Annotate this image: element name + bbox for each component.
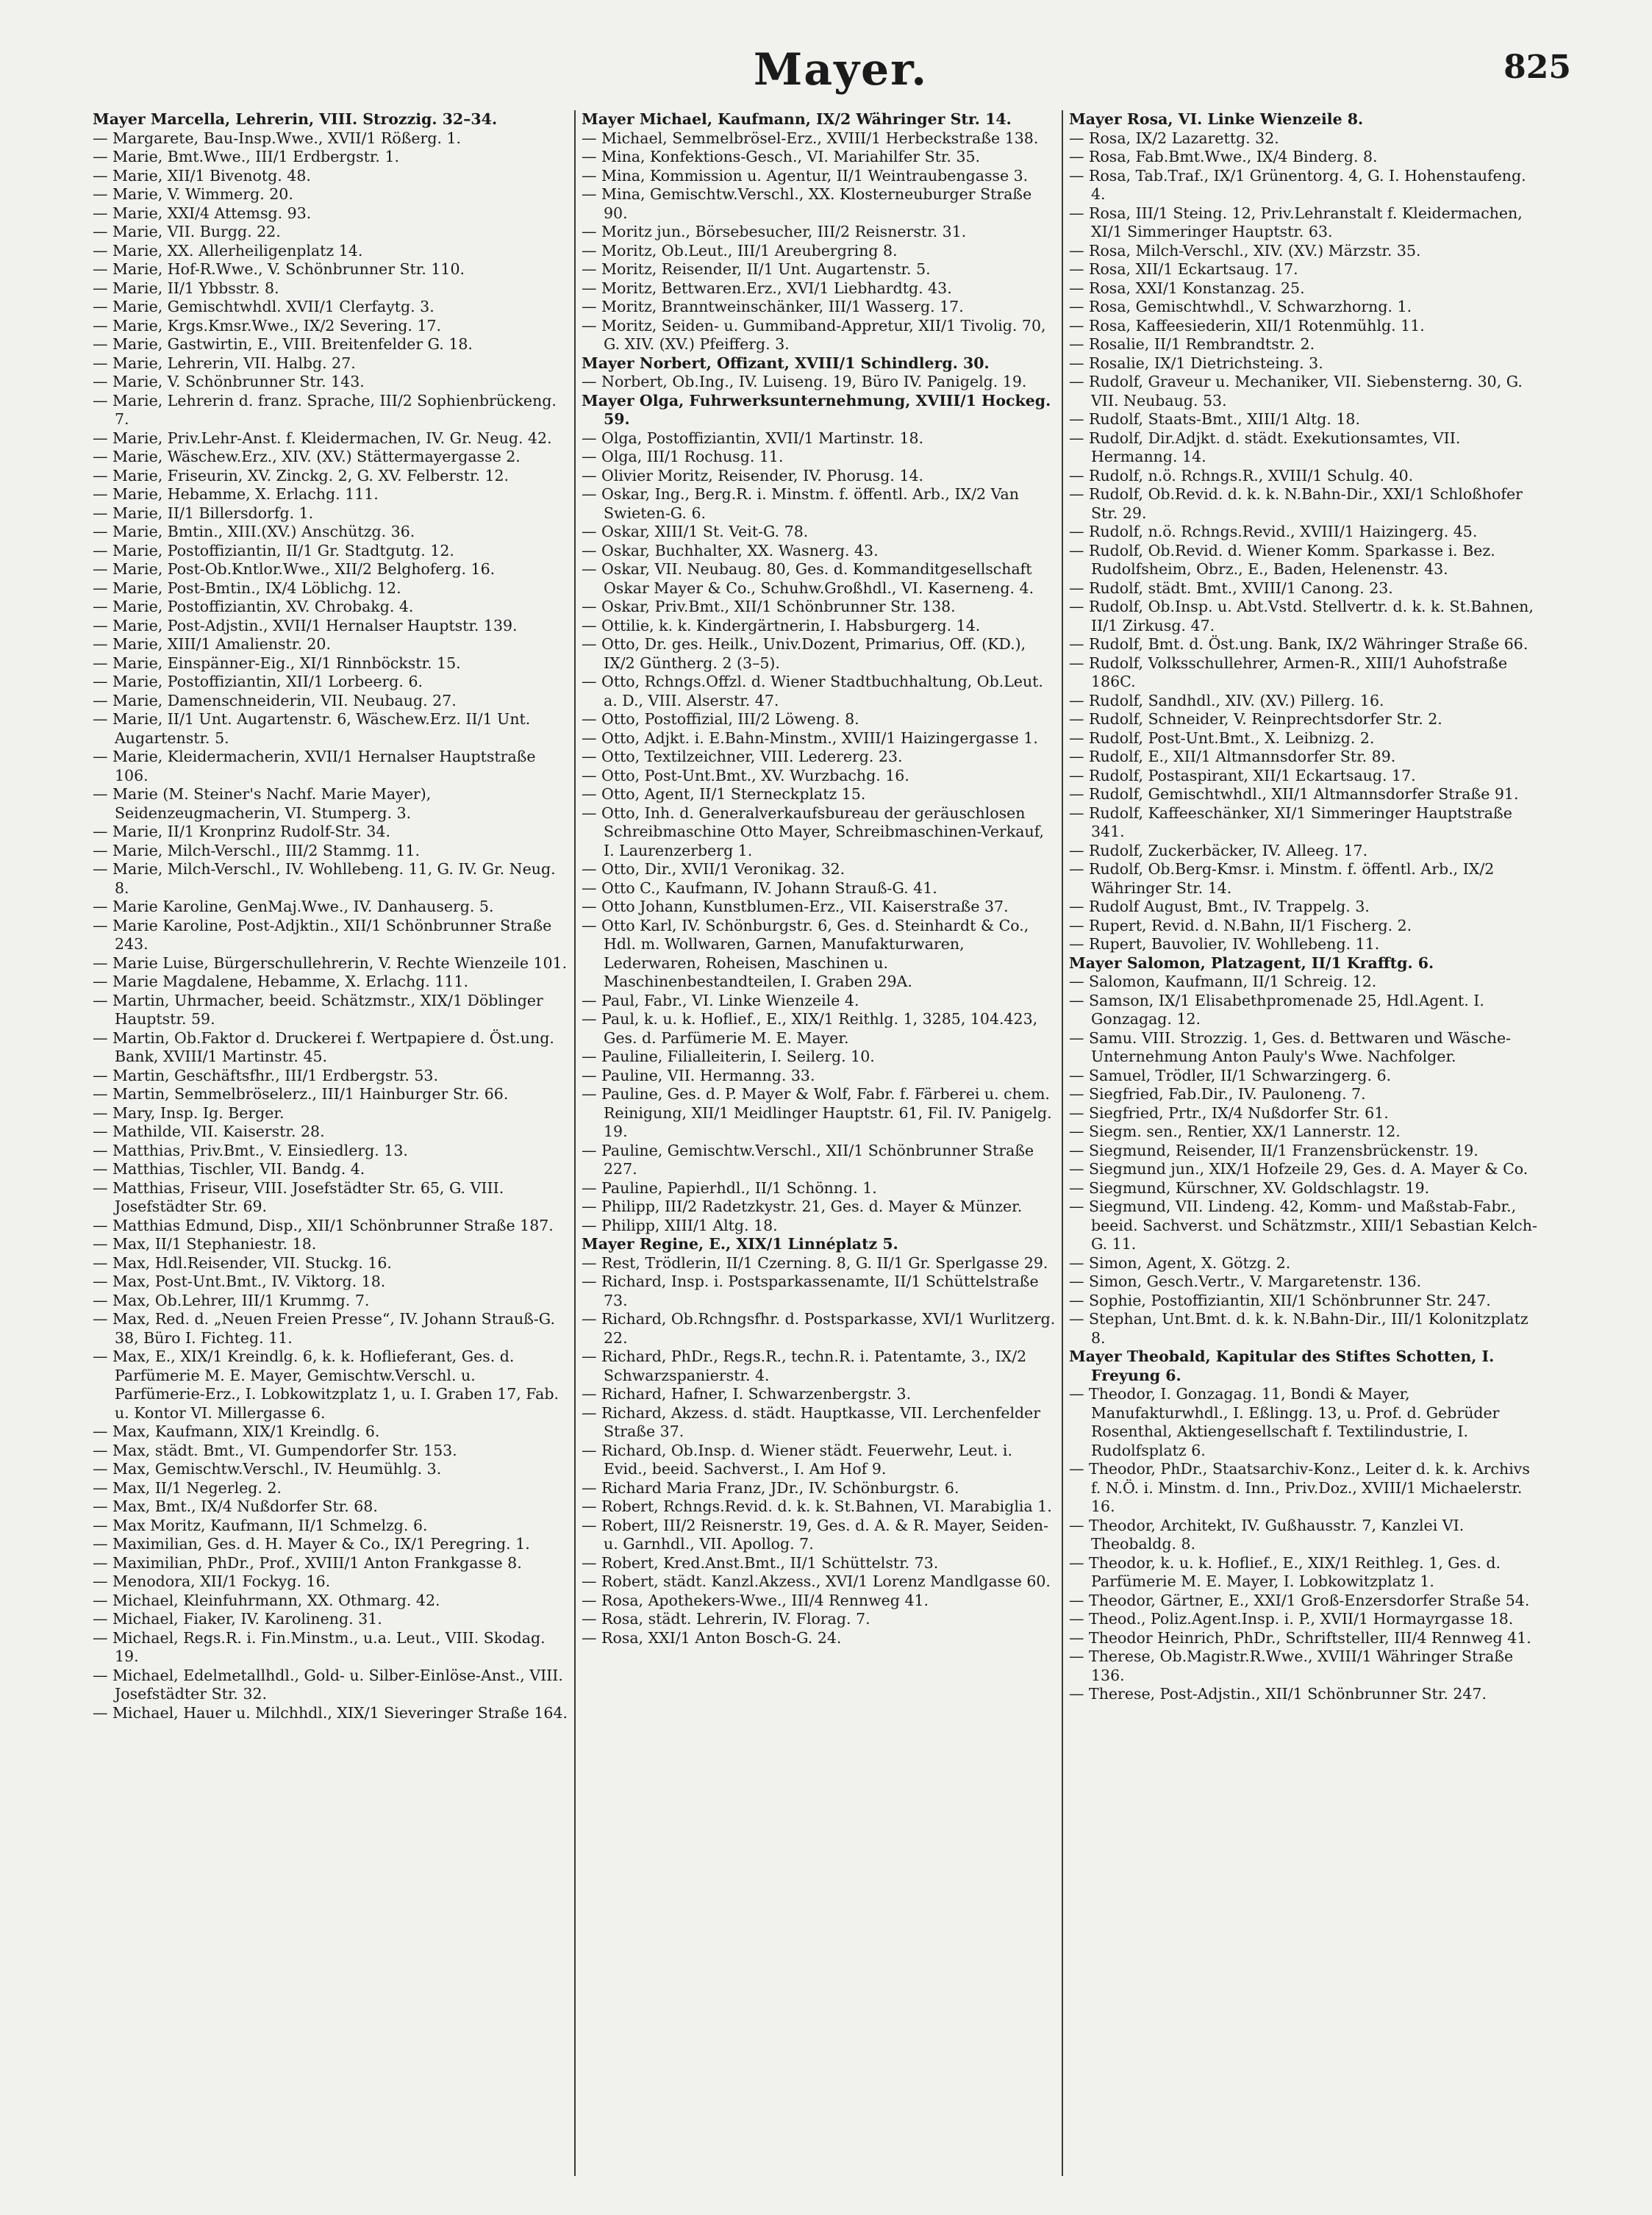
directory-entry: — Rudolf, Postaspirant, XII/1 Eckartsaug. 17. [1069,766,1416,784]
directory-entry: — Rudolf, Zuckerbäcker, IV. Alleeg. 17. [1069,841,1368,859]
directory-entry: — Pauline, Gemischtw.Verschl., XII/1 Schönbrunner Straße 227. [582,1141,1034,1178]
directory-entry: — Moritz, Branntweinschänker, III/1 Wasserg. 17. [582,298,964,315]
directory-entry: — Marie, II/1 Billersdorfg. 1. [93,504,314,522]
directory-entry: — Michael, Hauer u. Milchhdl., XIX/1 Sieveringer Straße 164. [93,1703,568,1722]
directory-entry: — Olga, III/1 Rochusg. 11. [582,448,784,465]
directory-entry: — Marie Karoline, GenMaj.Wwe., IV. Danhauserg. 5. [93,898,494,915]
directory-entry: — Rudolf, Post-Unt.Bmt., X. Leibnizg. 2. [1069,729,1375,747]
directory-entry: — Max, Ob.Lehrer, III/1 Krummg. 7. [93,1291,370,1309]
directory-entry: — Theodor, PhDr., Staatsarchiv-Konz., Leiter d. k. k. Archivs f. N.Ö. i. Minstm. d. Inn., Priv.Doz., XVIII/1 Michaelerstr. 16. [1069,1460,1530,1515]
directory-entry: Mayer Regine, E., XIX/1 Linnéplatz 5. [582,1235,898,1253]
directory-entry: — Rudolf, Sandhdl., XIV. (XV.) Pillerg. 16. [1069,691,1384,709]
directory-entry: — Marie, Postoffiziantin, XII/1 Lorbeerg. 6. [93,673,423,690]
directory-entry: — Stephan, Unt.Bmt. d. k. k. N.Bahn-Dir., III/1 Kolonitzplatz 8. [1069,1310,1528,1347]
directory-entry: — Martin, Semmelbröselerz., III/1 Hainburger Str. 66. [93,1085,509,1103]
directory-entry: — Max, E., XIX/1 Kreindlg. 6, k. k. Hoflieferant, Ges. d. Parfümerie M. E. Mayer, Gemischtw.Verschl. u. Parfümerie-Erz., I. Lobkowitzplatz 1, u. I. Graben 17, Fab. u. Kontor VI. Millergasse 6. [93,1348,559,1422]
directory-entry: — Marie, XIII/1 Amalienstr. 20. [93,635,331,653]
directory-entry: — Rosa, XXI/1 Anton Bosch-G. 24. [582,1628,842,1647]
directory-entry: — Rudolf August, Bmt., IV. Trappelg. 3. [1069,898,1370,915]
directory-entry: — Marie, II/1 Kronprinz Rudolf-Str. 34. [93,823,390,840]
directory-entry: — Siegm. sen., Rentier, XX/1 Lannerstr. 12. [1069,1123,1401,1140]
directory-entry: — Pauline, Ges. d. P. Mayer & Wolf, Fabr. f. Färberei u. chem. Reinigung, XII/1 Meidlinger Hauptstr. 61, Fil. IV. Panigelg. 19. [582,1085,1052,1140]
directory-entry: — Marie, Einspänner-Eig., XI/1 Rinnböckstr. 15. [93,654,461,672]
directory-entry: — Pauline, Filialleiterin, I. Seilerg. 10. [582,1048,875,1065]
directory-entry: — Marie Luise, Bürgerschullehrerin, V. Rechte Wienzeile 101. [93,953,568,972]
directory-entry: — Rosa, XII/1 Eckartsaug. 17. [1069,260,1298,278]
directory-entry: — Rudolf, Dir.Adjkt. d. städt. Exekutionsamtes, VII. Hermanng. 14. [1069,429,1461,465]
directory-entry: — Moritz, Reisender, II/1 Unt. Augartenstr. 5. [582,260,931,278]
directory-entry: — Rudolf, n.ö. Rchngs.Revid., XVIII/1 Haizingerg. 45. [1069,523,1478,540]
directory-entry: — Siegmund, VII. Lindeng. 42, Komm- und Maßstab-Fabr., beeid. Sachverst. und Schätzmstr., XIII/1 Sebastian Kelch-G. 11. [1069,1198,1537,1253]
directory-entry: — Marie, Milch-Verschl., IV. Wohllebeng. 11, G. IV. Gr. Neug. 8. [93,860,556,897]
directory-entry: — Marie Magdalene, Hebamme, X. Erlachg. 111. [93,973,469,990]
directory-entry: — Marie, Post-Adjstin., XVII/1 Hernalser Hauptstr. 139. [93,616,518,634]
directory-entry: — Rest, Trödlerin, II/1 Czerning. 8, G. II/1 Gr. Sperlgasse 29. [582,1253,1048,1272]
directory-entry: — Marie, V. Wimmerg. 20. [93,185,293,203]
directory-entry: — Mina, Kommission u. Agentur, II/1 Weintraubengasse 3. [582,166,1029,185]
directory-column-3 [1062,110,1549,2176]
directory-entry: — Sophie, Postoffiziantin, XII/1 Schönbrunner Str. 247. [1069,1291,1491,1309]
directory-entry: — Otto, Dr. ges. Heilk., Univ.Dozent, Primarius, Off. (KD.), IX/2 Güntherg. 2 (3–5). [582,635,1026,672]
directory-entry: — Otto, Agent, II/1 Sterneckplatz 15. [582,785,866,803]
directory-entry: — Maximilian, Ges. d. H. Mayer & Co., IX/1 Peregring. 1. [93,1535,530,1553]
directory-entry: — Marie, Lehrerin d. franz. Sprache, III/2 Sophienbrückeng. 7. [93,391,557,428]
directory-entry: — Theod., Poliz.Agent.Insp. i. P., XVII/1 Hormayrgasse 18. [1069,1610,1514,1628]
directory-entry: — Rudolf, Bmt. d. Öst.ung. Bank, IX/2 Währinger Straße 66. [1069,635,1528,653]
directory-entry: — Moritz jun., Börsebesucher, III/2 Reisnerstr. 31. [582,223,967,240]
directory-entry: — Michael, Kleinfuhrmann, XX. Othmarg. 42. [93,1591,440,1609]
directory-entry: — Marie, Bmtin., XIII.(XV.) Anschützg. 36. [93,523,415,540]
directory-entry: — Rupert, Revid. d. N.Bahn, II/1 Fischerg. 2. [1069,916,1412,934]
directory-entry: — Theodor, I. Gonzagag. 11, Bondi & Mayer, Manufakturwhdl., I. Eßlingg. 13, u. Prof. d. Gebrüder Rosenthal, Aktiengesellschaft f. Textilindustrie, I. Rudolfsplatz 6. [1069,1385,1500,1459]
directory-entry: — Richard, Akzess. d. städt. Hauptkasse, VII. Lerchenfelder Straße 37. [582,1403,1041,1440]
directory-column-2 [574,110,1062,2176]
directory-entry: — Marie, Friseurin, XV. Zinckg. 2, G. XV. Felberstr. 12. [93,466,509,484]
directory-entry: — Siegfried, Prtr., IX/4 Nußdorfer Str. 61. [1069,1103,1389,1122]
directory-entry: — Marie, II/1 Ybbsstr. 8. [93,279,279,297]
directory-entry: — Mary, Insp. Ig. Berger. [93,1103,285,1122]
directory-entry: — Simon, Agent, X. Götzg. 2. [1069,1253,1291,1272]
directory-entry: — Siegfried, Fab.Dir., IV. Pauloneng. 7. [1069,1085,1366,1103]
directory-entry: — Norbert, Ob.Ing., IV. Luiseng. 19, Büro IV. Panigelg. 19. [582,373,1027,390]
directory-entry: — Marie, Hof-R.Wwe., V. Schönbrunner Str. 110. [93,260,465,278]
directory-entry: — Robert, Rchngs.Revid. d. k. k. St.Bahnen, VI. Marabiglia 1. [582,1497,1052,1515]
directory-entry: — Marie, Damenschneiderin, VII. Neubaug. 27. [93,691,457,709]
directory-entry: — Michael, Fiaker, IV. Karolineng. 31. [93,1610,382,1628]
directory-entry: — Mina, Gemischtw.Verschl., XX. Klosterneuburger Straße 90. [582,185,1032,222]
directory-entry: — Marie, XX. Allerheiligenplatz 14. [93,241,363,260]
directory-entry: — Samu. VIII. Strozzig. 1, Ges. d. Bettwaren und Wäsche-Unternehmung Anton Pauly's Wwe. Nachfolger. [1069,1028,1512,1065]
directory-entry: — Matthias, Priv.Bmt., V. Einsiedlerg. 13. [93,1141,408,1159]
directory-entry: — Otto, Postoffizial, III/2 Löweng. 8. [582,710,859,728]
directory-entry: — Marie, Postoffiziantin, II/1 Gr. Stadtgutg. 12. [93,541,454,559]
directory-entry: — Otto, Textilzeichner, VIII. Ledererg. 23. [582,748,903,765]
directory-entry: — Robert, Kred.Anst.Bmt., II/1 Schüttelstr. 73. [582,1553,939,1572]
directory-entry: — Therese, Post-Adjstin., XII/1 Schönbrunner Str. 247. [1069,1685,1487,1703]
directory-entry: Mayer Theobald, Kapitular des Stiftes Schotten, I. Freyung 6. [1069,1348,1495,1384]
directory-entry: — Martin, Geschäftsfhr., III/1 Erdbergstr. 53. [93,1066,438,1084]
directory-entry: — Theodor, k. u. k. Hoflief., E., XIX/1 Reithleg. 1, Ges. d. Parfümerie M. E. Mayer, I. Lobkowitzplatz 1. [1069,1553,1501,1590]
directory-entry: — Max, städt. Bmt., VI. Gumpendorfer Str. 153. [93,1441,457,1459]
directory-entry: — Otto, Adjkt. i. E.Bahn-Minstm., XVIII/1 Haizingergasse 1. [582,729,1038,747]
directory-columns [87,110,1550,2176]
directory-entry: — Rudolf, E., XII/1 Altmannsdorfer Str. 89. [1069,748,1396,765]
directory-entry: — Olga, Postoffiziantin, XVII/1 Martinstr. 18. [582,429,924,447]
directory-entry: — Oskar, Priv.Bmt., XII/1 Schönbrunner Str. 138. [582,598,956,615]
directory-entry: — Rosa, Kaffeesiederin, XII/1 Rotenmühlg. 11. [1069,316,1425,334]
directory-entry: — Oskar, Ing., Berg.R. i. Minstm. f. öffentl. Arb., IX/2 Van Swieten-G. 6. [582,485,1019,522]
directory-entry: — Marie, XXI/4 Attemsg. 93. [93,204,312,222]
directory-entry: — Richard, Ob.Rchngsfhr. d. Postsparkasse, XVI/1 Wurlitzerg. 22. [582,1310,1056,1347]
directory-entry: — Rudolf, Staats-Bmt., XIII/1 Altg. 18. [1069,410,1360,428]
directory-entry: — Matthias, Friseur, VIII. Josefstädter Str. 65, G. VIII. Josefstädter Str. 69. [93,1178,504,1215]
directory-entry: — Rudolf, Gemischtwhdl., XII/1 Altmannsdorfer Straße 91. [1069,785,1519,803]
directory-entry: — Olivier Moritz, Reisender, IV. Phorusg. 14. [582,466,924,484]
directory-entry: — Rosalie, II/1 Rembrandtstr. 2. [1069,335,1315,353]
directory-entry: — Moritz, Seiden- u. Gummiband-Appretur, XII/1 Tivolig. 70, G. XIV. (XV.) Pfeifferg. 3. [582,316,1046,353]
directory-entry: — Richard, PhDr., Regs.R., techn.R. i. Patentamte, 3., IX/2 Schwarzspanierstr. 4. [582,1348,1027,1384]
directory-entry: — Marie, Hebamme, X. Erlachg. 111. [93,485,379,503]
directory-entry: — Marie, Post-Ob.Kntlor.Wwe., XII/2 Belghoferg. 16. [93,560,496,578]
directory-entry: — Samuel, Trödler, II/1 Schwarzingerg. 6. [1069,1066,1392,1084]
directory-entry: Mayer Salomon, Platzagent, II/1 Krafftg. 6. [1069,953,1434,972]
directory-entry: — Matthias, Tischler, VII. Bandg. 4. [93,1160,365,1178]
directory-entry: — Max, Post-Unt.Bmt., IV. Viktorg. 18. [93,1273,386,1290]
directory-entry: — Rudolf, städt. Bmt., XVIII/1 Canong. 23. [1069,579,1393,597]
directory-entry: — Theodor, Architekt, IV. Gußhausstr. 7, Kanzlei VI. Theobaldg. 8. [1069,1516,1465,1553]
directory-entry: — Marie, Postoffiziantin, XV. Chrobakg. 4. [93,598,414,615]
directory-entry: — Marie, V. Schönbrunner Str. 143. [93,373,365,390]
directory-entry: — Max, Gemischtw.Verschl., IV. Heumühlg. 3. [93,1460,442,1478]
directory-entry: — Menodora, XII/1 Fockyg. 16. [93,1572,331,1590]
directory-entry: — Marie, Kleidermacherin, XVII/1 Hernalser Hauptstraße 106. [93,748,536,784]
directory-entry: — Marie, Bmt.Wwe., III/1 Erdbergstr. 1. [93,148,400,165]
directory-entry: — Michael, Regs.R. i. Fin.Minstm., u.a. Leut., VIII. Skodag. 19. [93,1628,546,1665]
directory-entry: — Max, Bmt., IX/4 Nußdorfer Str. 68. [93,1497,378,1515]
directory-entry: — Otto, Dir., XVII/1 Veronikag. 32. [582,860,845,878]
directory-entry: — Robert, III/2 Reisnerstr. 19, Ges. d. A. & R. Mayer, Seiden- u. Garnhdl., VII. Apollog. 7. [582,1516,1049,1553]
directory-entry: Mayer Marcella, Lehrerin, VIII. Strozzig. 32–34. [93,110,498,128]
directory-entry: — Otto, Inh. d. Generalverkaufsbureau der geräuschlosen Schreibmaschine Otto Mayer, Schreibmaschinen-Verkauf, I. Laurenzerberg 1. [582,804,1045,859]
directory-entry: — Pauline, VII. Hermanng. 33. [582,1066,815,1084]
directory-entry: — Rosa, Apothekers-Wwe., III/4 Rennweg 41. [582,1591,929,1609]
directory-entry: — Salomon, Kaufmann, II/1 Schreig. 12. [1069,973,1377,990]
directory-entry: — Martin, Ob.Faktor d. Druckerei f. Wertpapiere d. Öst.ung. Bank, XVIII/1 Martinstr. 45. [93,1028,554,1065]
directory-entry: — Margarete, Bau-Insp.Wwe., XVII/1 Rößerg. 1. [93,129,462,147]
directory-entry: — Samson, IX/1 Elisabethpromenade 25, Hdl.Agent. I. Gonzagag. 12. [1069,991,1484,1028]
directory-entry: — Marie Karoline, Post-Adjktin., XII/1 Schönbrunner Straße 243. [93,916,552,953]
directory-entry: — Paul, Fabr., VI. Linke Wienzeile 4. [582,991,859,1009]
directory-entry: — Rosa, Milch-Verschl., XIV. (XV.) Märzstr. 35. [1069,241,1421,260]
directory-entry: — Theodor, Gärtner, E., XXI/1 Groß-Enzersdorfer Straße 54. [1069,1591,1530,1609]
directory-entry: Mayer Michael, Kaufmann, IX/2 Währinger Str. 14. [582,110,1012,128]
directory-entry: — Ottilie, k. k. Kindergärtnerin, I. Habsburgerg. 14. [582,616,981,634]
directory-entry: — Max, Kaufmann, XIX/1 Kreindlg. 6. [93,1423,380,1440]
directory-entry: — Otto C., Kaufmann, IV. Johann Strauß-G. 41. [582,879,937,897]
directory-entry: — Rosa, XXI/1 Konstanzag. 25. [1069,279,1305,297]
directory-entry: — Mina, Konfektions-Gesch., VI. Mariahilfer Str. 35. [582,148,981,165]
directory-entry: — Marie, Milch-Verschl., III/2 Stammg. 11. [93,841,421,859]
directory-entry: Mayer Norbert, Offizant, XVIII/1 Schindlerg. 30. [582,354,990,372]
directory-entry: — Richard, Insp. i. Postsparkassenamte, II/1 Schüttelstraße 73. [582,1273,1039,1309]
directory-entry: — Moritz, Bettwaren.Erz., XVI/1 Liebhardtg. 43. [582,279,952,297]
directory-entry: — Michael, Semmelbrösel-Erz., XVIII/1 Herbeckstraße 138. [582,129,1039,147]
directory-entry: — Paul, k. u. k. Hoflief., E., XIX/1 Reithlg. 1, 3285, 104.423, Ges. d. Parfümerie M. E. Mayer. [582,1010,1038,1047]
directory-entry: — Rudolf, Schneider, V. Reinprechtsdorfer Str. 2. [1069,710,1442,728]
directory-entry: — Siegmund, Kürschner, XV. Goldschlagstr. 19. [1069,1178,1430,1197]
directory-entry: — Maximilian, PhDr., Prof., XVIII/1 Anton Frankgasse 8. [93,1553,522,1572]
directory-entry: — Matthias Edmund, Disp., XII/1 Schönbrunner Straße 187. [93,1216,554,1234]
directory-entry: — Rosa, III/1 Steing. 12, Priv.Lehranstalt f. Kleidermachen, XI/1 Simmeringer Hauptstr. 63. [1069,204,1523,240]
directory-entry: — Martin, Uhrmacher, beeid. Schätzmstr., XIX/1 Döblinger Hauptstr. 59. [93,991,543,1028]
directory-entry: — Marie, Krgs.Kmsr.Wwe., IX/2 Severing. 17. [93,316,442,334]
directory-entry: — Richard Maria Franz, JDr., IV. Schönburgstr. 6. [582,1478,959,1497]
page-header [110,44,1571,110]
directory-entry: — Rosa, Tab.Traf., IX/1 Grünentorg. 4, G. I. Hohenstaufeng. 4. [1069,166,1526,203]
directory-entry: — Otto Karl, IV. Schönburgstr. 6, Ges. d. Steinhardt & Co., Hdl. m. Wollwaren, Garnen, Manufakturwaren, Lederwaren, Roheisen, Maschinen u. Maschinenbestandteilen, I. Graben 29A. [582,916,1029,990]
directory-entry: — Richard, Ob.Insp. d. Wiener städt. Feuerwehr, Leut. i. Evid., beeid. Sachverst., I. Am Hof 9. [582,1441,1012,1478]
directory-entry: — Rudolf, Volksschullehrer, Armen-R., XIII/1 Auhofstraße 186C. [1069,654,1508,690]
page-number: 825 [1503,49,1571,86]
directory-entry: — Philipp, III/2 Radetzkystr. 21, Ges. d. Mayer & Münzer. [582,1198,1023,1215]
directory-entry: — Marie, XII/1 Bivenotg. 48. [93,166,311,185]
directory-entry: — Robert, städt. Kanzl.Akzess., XVI/1 Lorenz Mandlgasse 60. [582,1572,1051,1590]
directory-entry: — Marie, Lehrerin, VII. Halbg. 27. [93,354,356,372]
directory-entry: Mayer Rosa, VI. Linke Wienzeile 8. [1069,110,1364,128]
directory-entry: — Rudolf, Ob.Berg-Kmsr. i. Minstm. f. öffentl. Arb., IX/2 Währinger Str. 14. [1069,860,1495,897]
directory-entry: — Max, II/1 Negerleg. 2. [93,1478,282,1497]
directory-entry: — Max Moritz, Kaufmann, II/1 Schmelzg. 6. [93,1516,428,1534]
directory-entry: — Marie, II/1 Unt. Augartenstr. 6, Wäschew.Erz. II/1 Unt. Augartenstr. 5. [93,710,531,747]
directory-entry: — Marie (M. Steiner's Nachf. Marie Mayer), Seidenzeugmacherin, VI. Stumperg. 3. [93,785,432,822]
directory-entry: — Siegmund, Reisender, II/1 Franzensbrückenstr. 19. [1069,1141,1478,1159]
directory-entry: — Michael, Edelmetallhdl., Gold- u. Silber-Einlöse-Anst., VIII. Josefstädter Str. 32. [93,1666,563,1703]
directory-entry: — Mathilde, VII. Kaiserstr. 28. [93,1123,325,1140]
directory-entry: — Marie, Gastwirtin, E., VIII. Breitenfelder G. 18. [93,335,473,353]
directory-entry: — Rudolf, Ob.Revid. d. Wiener Komm. Sparkasse i. Bez. Rudolfsheim, Obrz., E., Baden, Helenenstr. 43. [1069,541,1495,578]
directory-entry: — Rudolf, n.ö. Rchngs.R., XVIII/1 Schulg. 40. [1069,466,1414,484]
directory-entry: Mayer Olga, Fuhrwerksunternehmung, XVIII/1 Hockeg. 59. [582,391,1051,428]
directory-entry: — Max, Hdl.Reisender, VII. Stuckg. 16. [93,1253,392,1272]
directory-entry: — Otto, Rchngs.Offzl. d. Wiener Stadtbuchhaltung, Ob.Leut. a. D., VIII. Alserstr. 47. [582,673,1043,709]
directory-entry: — Marie, Gemischtwhdl. XVII/1 Clerfaytg. 3. [93,298,435,315]
directory-entry: — Pauline, Papierhdl., II/1 Schönng. 1. [582,1178,877,1197]
directory-entry: — Rudolf, Graveur u. Mechaniker, VII. Siebensterng. 30, G. VII. Neubaug. 53. [1069,373,1523,409]
page-title: Mayer. [753,44,929,96]
directory-entry: — Oskar, XIII/1 St. Veit-G. 78. [582,523,809,540]
directory-entry: — Rosa, Fab.Bmt.Wwe., IX/4 Binderg. 8. [1069,148,1378,165]
directory-entry: — Marie, Wäschew.Erz., XIV. (XV.) Stättermayergasse 2. [93,448,521,465]
directory-entry: — Theodor Heinrich, PhDr., Schriftsteller, III/4 Rennweg 41. [1069,1628,1531,1647]
directory-entry: — Moritz, Ob.Leut., III/1 Areubergring 8. [582,241,898,260]
directory-entry: — Rosalie, IX/1 Dietrichsteing. 3. [1069,354,1323,372]
directory-entry: — Max, II/1 Stephaniestr. 18. [93,1235,317,1253]
directory-entry: — Rupert, Bauvolier, IV. Wohllebeng. 11. [1069,935,1380,953]
directory-entry: — Marie, Priv.Lehr-Anst. f. Kleidermachen, IV. Gr. Neug. 42. [93,429,552,447]
directory-entry: — Rudolf, Ob.Insp. u. Abt.Vstd. Stellvertr. d. k. k. St.Bahnen, II/1 Zirkusg. 47. [1069,598,1534,634]
directory-entry: — Marie, Post-Bmtin., IX/4 Löblichg. 12. [93,579,401,597]
directory-column-1 [87,110,574,2176]
directory-entry: — Richard, Hafner, I. Schwarzenbergstr. 3. [582,1385,912,1403]
directory-entry: — Oskar, Buchhalter, XX. Wasnerg. 43. [582,541,879,559]
directory-entry: — Rosa, städt. Lehrerin, IV. Florag. 7. [582,1610,870,1628]
directory-entry: — Simon, Gesch.Vertr., V. Margaretenstr. 136. [1069,1273,1422,1290]
directory-entry: — Rudolf, Kaffeeschänker, XI/1 Simmeringer Hauptstraße 341. [1069,804,1512,840]
directory-entry: — Otto Johann, Kunstblumen-Erz., VII. Kaiserstraße 37. [582,898,1009,915]
directory-entry: — Rosa, IX/2 Lazarettg. 32. [1069,129,1279,147]
directory-entry: — Rudolf, Ob.Revid. d. k. k. N.Bahn-Dir., XXI/1 Schloßhofer Str. 29. [1069,485,1523,522]
directory-entry: — Oskar, VII. Neubaug. 80, Ges. d. Kommanditgesellschaft Oskar Mayer & Co., Schuhw.Großhdl., VI. Kaserneng. 4. [582,560,1034,597]
directory-entry: — Siegmund jun., XIX/1 Hofzeile 29, Ges. d. A. Mayer & Co. [1069,1160,1528,1178]
directory-entry: — Otto, Post-Unt.Bmt., XV. Wurzbachg. 16. [582,766,909,784]
directory-entry: — Max, Red. d. „Neuen Freien Presse“, IV. Johann Strauß-G. 38, Büro I. Fichteg. 11. [93,1310,555,1347]
directory-entry: — Marie, VII. Burgg. 22. [93,223,281,240]
directory-entry: — Philipp, XIII/1 Altg. 18. [582,1216,778,1234]
directory-entry: — Rosa, Gemischtwhdl., V. Schwarzhorng. 1. [1069,298,1412,315]
directory-entry: — Therese, Ob.Magistr.R.Wwe., XVIII/1 Währinger Straße 136. [1069,1647,1514,1684]
